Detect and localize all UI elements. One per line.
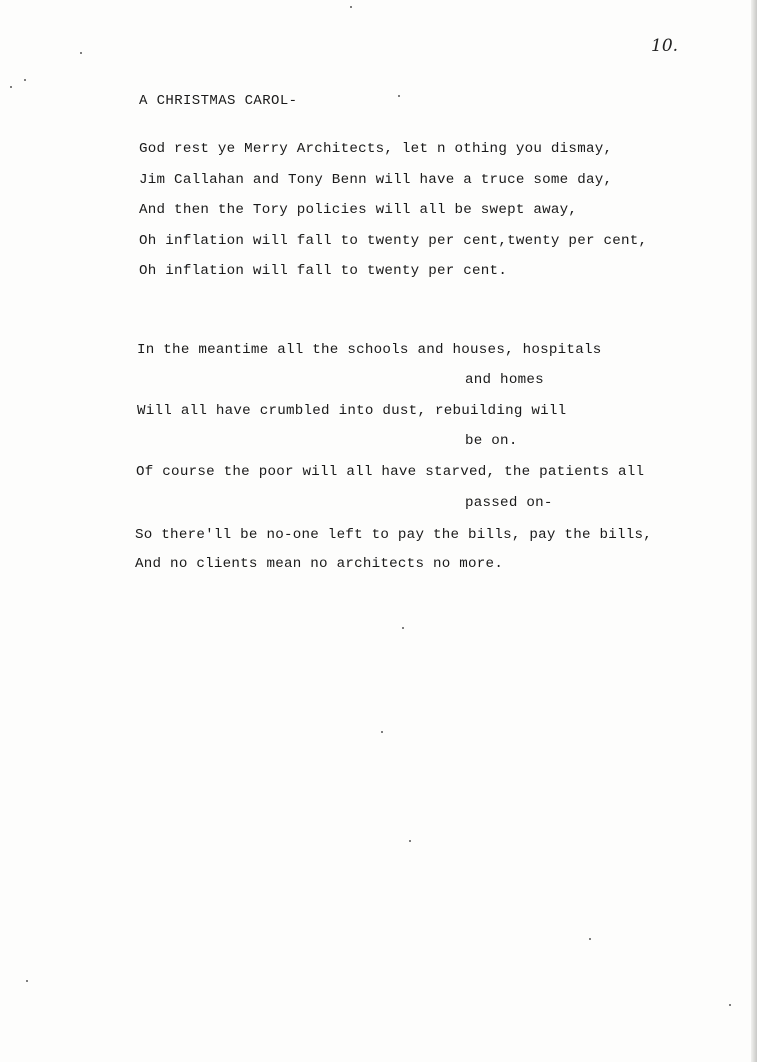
verse-1-line-3: And then the Tory policies will all be swept away, [139,202,578,218]
carol-title: A CHRISTMAS CAROL- [139,93,298,109]
verse-2-line-4: So there'll be no-one left to pay the bills, pay the bills, [135,527,653,543]
verse-2-line-2-cont: be on. [465,433,518,449]
verse-1-line-4: Oh inflation will fall to twenty per cent,twenty per cent, [139,233,648,249]
scan-speck [589,938,591,940]
verse-2-line-3: Of course the poor will all have starved, the patients all [136,464,645,480]
scan-speck [398,95,400,97]
scan-speck [381,731,383,733]
scan-speck [24,79,26,81]
verse-2-line-1: In the meantime all the schools and houses, hospitals [137,342,602,358]
page-number: 10. [651,36,679,56]
verse-2-line-3-cont: passed on- [465,495,553,511]
verse-2-line-5: And no clients mean no architects no more. [135,556,504,572]
scan-speck [80,52,82,54]
scan-speck [10,86,12,88]
scan-speck [402,627,404,629]
verse-1-line-1: God rest ye Merry Architects, let n othing you dismay, [139,141,613,157]
scan-speck [729,1004,731,1006]
verse-2-line-1-cont: and homes [465,372,544,388]
verse-1-line-5: Oh inflation will fall to twenty per cent. [139,263,508,279]
scan-speck [409,840,411,842]
page-edge-shadow [751,0,757,1062]
verse-2-line-2: Will all have crumbled into dust, rebuilding will [137,403,567,419]
scan-speck [350,6,352,8]
verse-1-line-2: Jim Callahan and Tony Benn will have a truce some day, [139,172,613,188]
scan-speck [26,980,28,982]
